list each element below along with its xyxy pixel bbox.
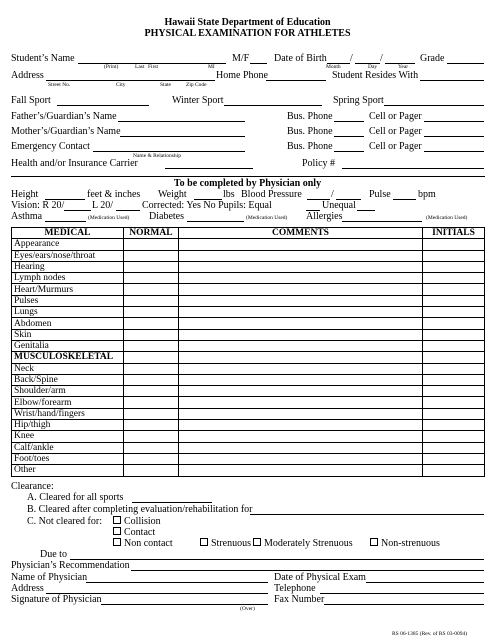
comments-cell[interactable] — [178, 284, 422, 295]
row-label: Knee — [12, 431, 124, 442]
table-row — [12, 295, 485, 306]
sub-city: City — [116, 82, 126, 88]
vision-right-field[interactable] — [64, 210, 91, 211]
corrected-pupils-label: Corrected: Yes No Pupils: Equal — [142, 200, 272, 211]
father-bus-phone-label: Bus. Phone — [287, 111, 333, 122]
comments-cell[interactable] — [178, 261, 422, 272]
initials-cell[interactable] — [423, 261, 485, 272]
table-row — [12, 239, 485, 250]
row-label: Eyes/ears/nose/throat — [12, 250, 124, 261]
table-row — [12, 284, 485, 295]
resides-with-label: Student Resides With — [332, 70, 419, 81]
comments-cell[interactable] — [178, 408, 422, 419]
comments-cell[interactable] — [178, 465, 422, 476]
recommendation-label: Physician’s Recommendation — [11, 560, 130, 571]
table-row — [12, 431, 485, 442]
table-row — [12, 386, 485, 397]
pulse-label: Pulse — [369, 189, 391, 200]
moderately-strenuous-checkbox[interactable]: Moderately Strenuous — [253, 538, 353, 549]
father-bus-phone-field[interactable] — [334, 121, 364, 122]
row-label: Foot/toes — [12, 453, 124, 464]
clearance-b-label: B. Cleared after completing evaluation/rehabilitation for — [27, 504, 253, 515]
normal-cell[interactable] — [123, 329, 178, 340]
recommendation-field[interactable] — [131, 570, 484, 571]
normal-cell[interactable] — [123, 465, 178, 476]
table-row — [12, 363, 485, 374]
table-row — [12, 397, 485, 408]
sub-first: First — [148, 64, 159, 70]
comments-cell[interactable] — [178, 453, 422, 464]
row-label: Wrist/hand/fingers — [12, 408, 124, 419]
table-row — [12, 442, 485, 453]
vision-right-label: Vision: R 20/ — [11, 200, 65, 211]
sub-year: Year — [398, 64, 409, 70]
row-label: Lymph nodes — [12, 273, 124, 284]
physician-name-field[interactable] — [86, 582, 268, 583]
table-row — [12, 307, 485, 318]
fax-field[interactable] — [324, 604, 484, 605]
col-header-initials: INITIALS — [423, 228, 485, 239]
initials-cell[interactable] — [423, 442, 485, 453]
emergency-cell-field[interactable] — [424, 151, 484, 152]
contact-checkbox[interactable]: Contact — [113, 527, 155, 538]
row-label: Neck — [12, 363, 124, 374]
father-label: Father’s/Guardian’s Name — [11, 111, 117, 122]
row-label: Elbow/forearm — [12, 397, 124, 408]
initials-cell[interactable] — [423, 431, 485, 442]
student-name-label: Student’s Name — [11, 53, 75, 64]
normal-cell[interactable] — [123, 307, 178, 318]
address-label: Address — [11, 70, 44, 81]
initials-cell[interactable] — [423, 465, 485, 476]
father-field[interactable] — [118, 121, 245, 122]
normal-cell[interactable] — [123, 318, 178, 329]
diabetes-med-note: (Medication Used) — [246, 215, 288, 221]
medical-exam-table — [11, 227, 485, 477]
table-row — [12, 273, 485, 284]
table-row — [12, 374, 485, 385]
unequal-label: Unequal — [322, 200, 356, 211]
comments-cell[interactable] — [178, 340, 422, 351]
table-row — [12, 340, 485, 351]
sub-mi: MI — [208, 64, 215, 70]
row-label: MUSCULOSKELETAL — [12, 352, 124, 363]
dob-label: Date of Birth — [274, 53, 327, 64]
exam-date-field[interactable] — [366, 582, 484, 583]
table-row — [12, 329, 485, 340]
sub-state: State — [160, 82, 171, 88]
diabetes-field[interactable] — [187, 221, 244, 222]
comments-cell[interactable] — [178, 352, 422, 363]
resides-with-field[interactable] — [420, 80, 484, 81]
comments-cell[interactable] — [178, 273, 422, 284]
clearance-b-field[interactable] — [250, 514, 484, 515]
dob-slash-2: / — [380, 53, 383, 64]
vision-left-field[interactable] — [116, 210, 140, 211]
table-row — [12, 408, 485, 419]
signature-label: Signature of Physician — [11, 594, 102, 605]
grade-field[interactable] — [447, 63, 484, 64]
spring-sport-label: Spring Sport — [333, 95, 384, 106]
mother-field[interactable] — [120, 136, 245, 137]
comments-cell[interactable] — [178, 295, 422, 306]
comments-cell[interactable] — [178, 250, 422, 261]
fall-sport-label: Fall Sport — [11, 95, 51, 106]
comments-cell[interactable] — [178, 239, 422, 250]
col-header-comments: COMMENTS — [178, 228, 422, 239]
row-label: Abdomen — [12, 318, 124, 329]
initials-cell[interactable] — [423, 397, 485, 408]
table-header-row — [12, 228, 485, 239]
initials-cell[interactable] — [423, 340, 485, 351]
winter-sport-field[interactable] — [224, 105, 322, 106]
mother-bus-phone-field[interactable] — [334, 136, 364, 137]
fall-sport-field[interactable] — [57, 105, 149, 106]
normal-cell[interactable] — [123, 442, 178, 453]
initials-cell[interactable] — [423, 329, 485, 340]
form-subtitle: PHYSICAL EXAMINATION FOR ATHLETES — [144, 28, 351, 39]
lbs-label: lbs — [223, 189, 235, 200]
comments-cell[interactable] — [178, 442, 422, 453]
comments-cell[interactable] — [178, 420, 422, 431]
insurance-label: Health and/or Insurance Carrier — [11, 158, 138, 169]
policy-field[interactable] — [342, 168, 484, 169]
row-label: Back/Spine — [12, 374, 124, 385]
collision-checkbox[interactable]: Collision — [113, 516, 161, 527]
row-label: Genitalia — [12, 340, 124, 351]
normal-cell[interactable] — [123, 431, 178, 442]
initials-cell[interactable] — [423, 273, 485, 284]
bpm-label: bpm — [418, 189, 436, 200]
strenuous-checkbox[interactable]: Strenuous — [200, 538, 251, 549]
comments-cell[interactable] — [178, 307, 422, 318]
emergency-bus-phone-field[interactable] — [334, 151, 364, 152]
emergency-label: Emergency Contact — [11, 141, 90, 152]
initials-cell[interactable] — [423, 453, 485, 464]
normal-cell[interactable] — [123, 408, 178, 419]
due-to-field[interactable] — [70, 559, 484, 560]
mother-label: Mother’s/Guardian’s Name — [11, 126, 121, 137]
comments-cell[interactable] — [178, 318, 422, 329]
home-phone-field[interactable] — [266, 80, 326, 81]
physician-heading: To be completed by Physician only — [173, 178, 322, 189]
asthma-field[interactable] — [45, 221, 86, 222]
initials-cell[interactable] — [423, 295, 485, 306]
pupils-unequal-field[interactable] — [357, 210, 375, 211]
dob-slash-1: / — [350, 53, 353, 64]
mother-cell-field[interactable] — [424, 136, 484, 137]
height-label: Height — [11, 189, 39, 200]
address-field[interactable] — [46, 80, 215, 81]
table-row — [12, 250, 485, 261]
sub-day: Day — [368, 64, 378, 70]
normal-cell[interactable] — [123, 340, 178, 351]
row-label: Hip/thigh — [12, 420, 124, 431]
table-row — [12, 352, 485, 363]
row-label: Shoulder/arm — [12, 386, 124, 397]
father-cell-field[interactable] — [424, 121, 484, 122]
mother-bus-phone-label: Bus. Phone — [287, 126, 333, 137]
table-row — [12, 318, 485, 329]
initials-cell[interactable] — [423, 284, 485, 295]
row-label: Hearing — [12, 261, 124, 272]
form-id: RS 06-1385 (Rev. of RS 03-0094) — [392, 631, 468, 637]
non-strenuous-checkbox[interactable]: Non-strenuous — [370, 538, 440, 549]
relationship-note: Name & Relationship — [133, 153, 181, 159]
row-label: Pulses — [12, 295, 124, 306]
asthma-med-note: (Medication Used) — [88, 215, 130, 221]
insurance-field[interactable] — [165, 168, 253, 169]
clearance-a-label: A. Cleared for all sports — [27, 492, 124, 503]
feet-inches-label: feet & inches — [87, 189, 141, 200]
normal-cell[interactable] — [123, 284, 178, 295]
fax-label: Fax Number — [274, 594, 325, 605]
initials-cell[interactable] — [423, 386, 485, 397]
vision-left-label: L 20/ — [92, 200, 114, 211]
allergies-med-note: (Medication Used) — [426, 215, 468, 221]
emergency-bus-phone-label: Bus. Phone — [287, 141, 333, 152]
normal-cell[interactable] — [123, 295, 178, 306]
row-label: Lungs — [12, 307, 124, 318]
telephone-label: Telephone — [274, 583, 316, 594]
initials-cell[interactable] — [423, 363, 485, 374]
normal-cell[interactable] — [123, 352, 178, 363]
normal-cell[interactable] — [123, 386, 178, 397]
normal-cell[interactable] — [123, 420, 178, 431]
table-row — [12, 261, 485, 272]
over-note: (Over) — [240, 606, 255, 612]
table-row — [12, 453, 485, 464]
row-label: Appearance — [12, 239, 124, 250]
asthma-label: Asthma — [11, 211, 43, 222]
normal-cell[interactable] — [123, 273, 178, 284]
row-label: Heart/Murmurs — [12, 284, 124, 295]
grade-label: Grade — [420, 53, 445, 64]
normal-cell[interactable] — [123, 250, 178, 261]
bp-slash: / — [331, 189, 334, 200]
normal-cell[interactable] — [123, 261, 178, 272]
comments-cell[interactable] — [178, 397, 422, 408]
row-label: Other — [12, 465, 124, 476]
table-row — [12, 465, 485, 476]
non-contact-checkbox[interactable]: Non contact — [113, 538, 173, 549]
sub-street: Street No. — [48, 82, 71, 88]
col-header-normal: NORMAL — [123, 228, 178, 239]
due-to-label: Due to — [40, 549, 67, 560]
row-label: Calf/ankle — [12, 442, 124, 453]
sex-field[interactable] — [250, 63, 267, 64]
father-cell-label: Cell or Pager — [369, 111, 422, 122]
normal-cell[interactable] — [123, 363, 178, 374]
telephone-field[interactable] — [320, 593, 484, 594]
allergies-label: Allergies — [306, 211, 343, 222]
physician-name-label: Name of Physician — [11, 572, 88, 583]
sub-print: (Print) — [104, 64, 119, 70]
home-phone-label: Home Phone — [216, 70, 268, 81]
initials-cell[interactable] — [423, 239, 485, 250]
pulse-field[interactable] — [393, 199, 416, 200]
comments-cell[interactable] — [178, 386, 422, 397]
clearance-label: Clearance: — [11, 481, 54, 492]
signature-field[interactable] — [101, 604, 268, 605]
bp-label: Blood Pressure — [241, 189, 302, 200]
normal-cell[interactable] — [123, 374, 178, 385]
initials-cell[interactable] — [423, 374, 485, 385]
normal-cell[interactable] — [123, 239, 178, 250]
emergency-cell-label: Cell or Pager — [369, 141, 422, 152]
emergency-field[interactable] — [93, 151, 245, 152]
col-header-medical: MEDICAL — [12, 228, 124, 239]
mother-cell-label: Cell or Pager — [369, 126, 422, 137]
comments-cell[interactable] — [178, 363, 422, 374]
normal-cell[interactable] — [123, 397, 178, 408]
sex-label: M/F — [232, 53, 250, 64]
weight-label: Weight — [158, 189, 187, 200]
winter-sport-label: Winter Sport — [172, 95, 224, 106]
comments-cell[interactable] — [178, 329, 422, 340]
comments-cell[interactable] — [178, 374, 422, 385]
row-label: Skin — [12, 329, 124, 340]
exam-date-label: Date of Physical Exam — [274, 572, 366, 583]
initials-cell[interactable] — [423, 420, 485, 431]
section-divider — [11, 176, 485, 177]
diabetes-label: Diabetes — [149, 211, 184, 222]
normal-cell[interactable] — [123, 453, 178, 464]
initials-cell[interactable] — [423, 408, 485, 419]
sub-month: Month — [326, 64, 341, 70]
table-row — [12, 420, 485, 431]
spring-sport-field[interactable] — [384, 105, 484, 106]
initials-cell[interactable] — [423, 352, 485, 363]
clearance-a-field[interactable] — [132, 502, 212, 503]
policy-label: Policy # — [302, 158, 336, 169]
sub-last: Last — [135, 64, 145, 70]
allergies-field[interactable] — [342, 221, 422, 222]
comments-cell[interactable] — [178, 431, 422, 442]
initials-cell[interactable] — [423, 307, 485, 318]
sub-zip: Zip Code — [186, 82, 207, 88]
form-title: Hawaii State Department of Education — [164, 17, 331, 28]
initials-cell[interactable] — [423, 318, 485, 329]
initials-cell[interactable] — [423, 250, 485, 261]
physician-address-label: Address — [11, 583, 44, 594]
clearance-c-label: C. Not cleared for: — [27, 516, 102, 527]
